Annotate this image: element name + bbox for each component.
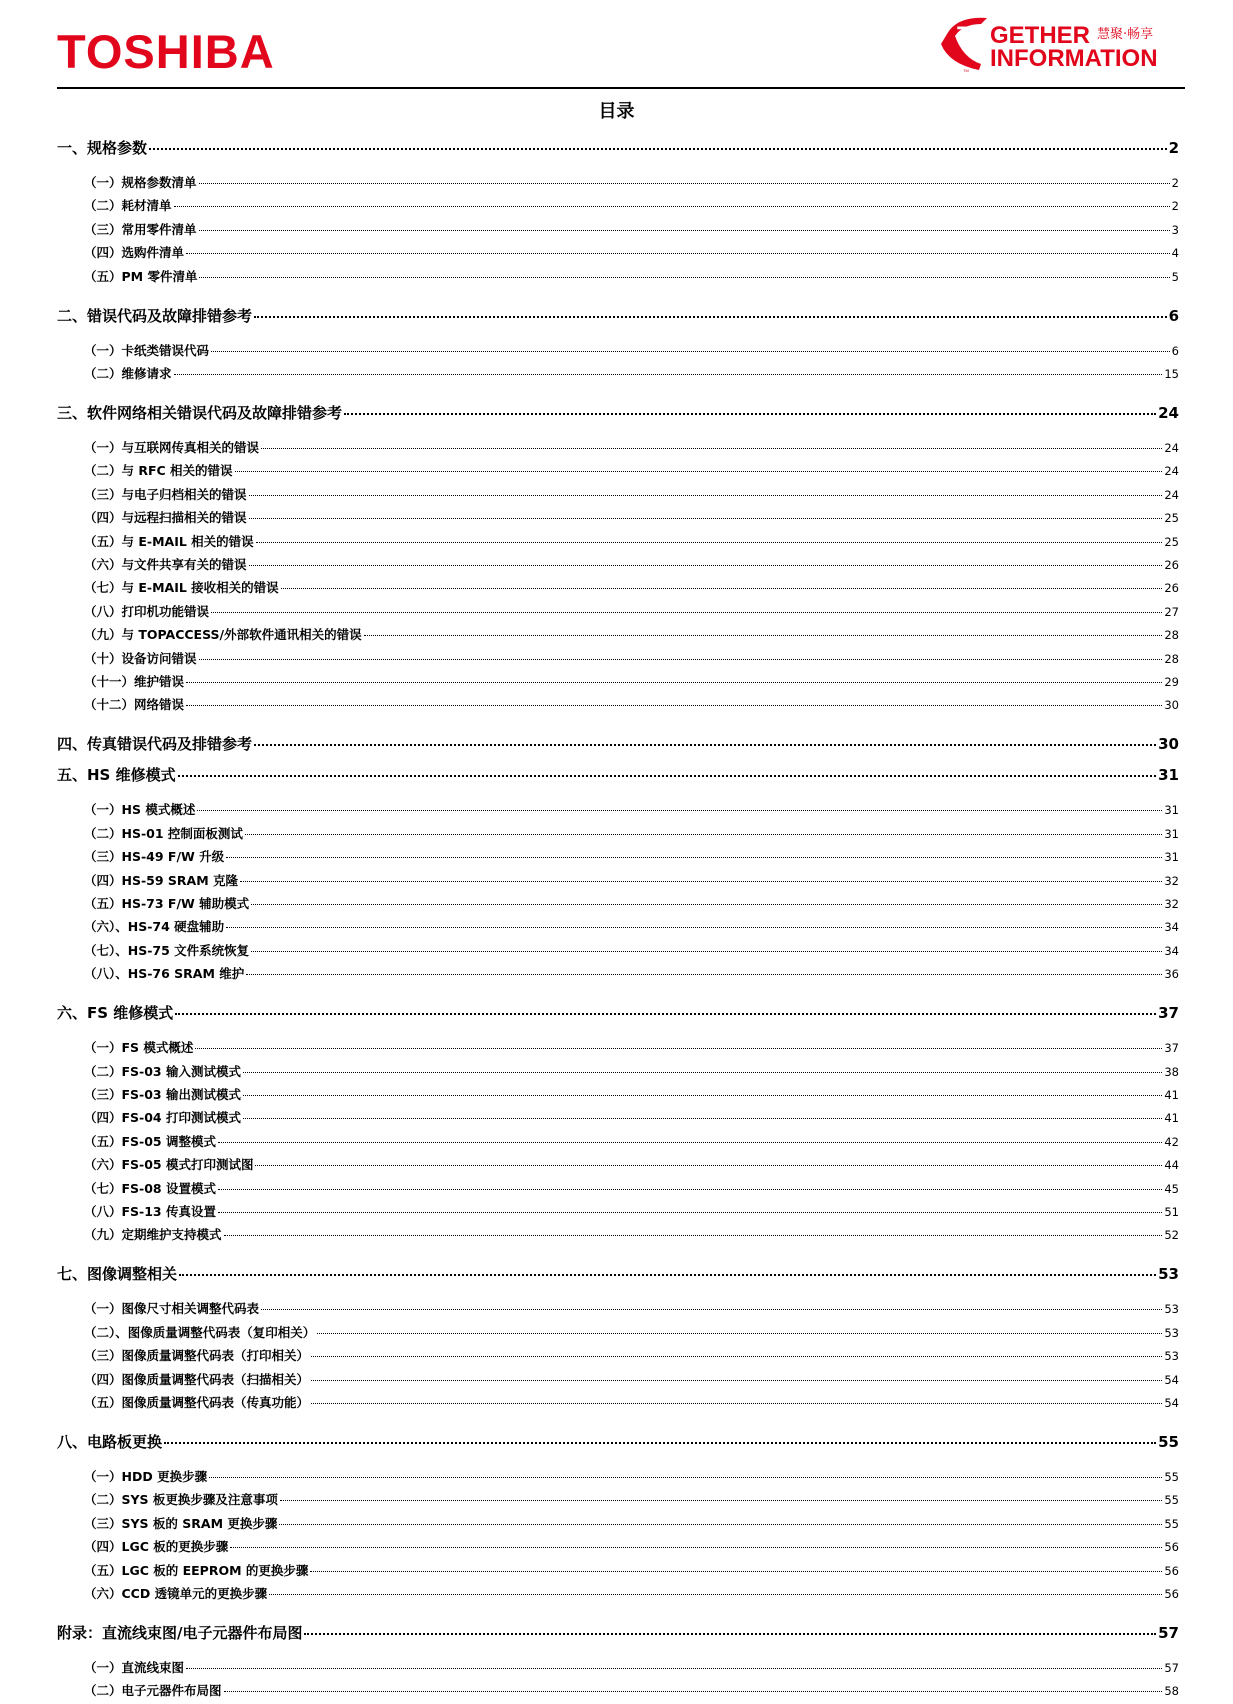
toc-item[interactable] <box>84 1323 1179 1341</box>
dot-leader <box>243 1072 1162 1073</box>
dot-leader <box>226 857 1162 858</box>
toc-item[interactable] <box>84 1346 1179 1364</box>
toc-item[interactable] <box>84 695 1179 713</box>
toc-entry-title: （一）HS 模式概述 <box>84 802 196 818</box>
toc-section[interactable] <box>57 733 1179 754</box>
toc-entry-title: （四）与远程扫描相关的错误 <box>84 510 247 526</box>
toc-item[interactable] <box>84 1393 1179 1411</box>
toc-page-number: 51 <box>1164 1205 1179 1219</box>
toc-item[interactable] <box>84 1038 1179 1056</box>
toc-entry-title: （四）FS-04 打印测试模式 <box>84 1110 241 1126</box>
dot-leader <box>230 1547 1162 1548</box>
toc-item[interactable] <box>84 1658 1179 1676</box>
toc-page-number: 45 <box>1164 1181 1179 1196</box>
toc-page-number: 27 <box>1164 604 1179 619</box>
toc-title: 目录 <box>598 101 635 122</box>
toc-entry-title: 五、HS 维修模式 <box>57 766 176 785</box>
toc-item[interactable] <box>84 438 1179 456</box>
toc-page-number: 34 <box>1164 920 1179 935</box>
toc-page-number: 24 <box>1164 441 1179 455</box>
toc-page-number: 28 <box>1164 651 1179 666</box>
toc-entry-title: （八）FS-13 传真设置 <box>84 1204 216 1219</box>
toc-page-number: 58 <box>1164 1684 1179 1699</box>
toc-entry-title: （四）图像质量调整代码表（扫描相关） <box>84 1371 310 1387</box>
toc-entry-title: （六）CCD 透镜单元的更换步骤 <box>84 1586 268 1601</box>
dot-leader <box>249 518 1163 519</box>
toc-page-number: 32 <box>1164 873 1179 888</box>
dot-leader <box>149 148 1167 150</box>
dot-leader <box>251 904 1162 905</box>
toc-page-number: 41 <box>1164 1088 1179 1102</box>
toc-page-number: 2 <box>1171 199 1179 214</box>
dot-leader <box>364 635 1163 636</box>
toc-entry-title: （十）设备访问错误 <box>84 650 197 666</box>
toc-entry-title: （三）常用零件清单 <box>84 221 197 237</box>
toc-entry-title: （二）FS-03 输入测试模式 <box>84 1063 241 1079</box>
toc-item[interactable] <box>84 917 1179 935</box>
toc-entry-title: （五）FS-05 调整模式 <box>84 1133 216 1149</box>
toc-page-number: 6 <box>1168 306 1179 325</box>
toc-item[interactable] <box>84 602 1179 620</box>
toc-item[interactable] <box>84 964 1179 982</box>
toc-item[interactable] <box>84 555 1179 573</box>
toc-page-number: 31 <box>1164 826 1179 841</box>
dot-leader <box>246 974 1162 975</box>
toc-entry-title: （六）FS-05 模式打印测试图 <box>84 1157 254 1173</box>
toc-page-number: 53 <box>1164 1325 1179 1340</box>
toc-entry-title: 三、软件网络相关错误代码及故障排错参考 <box>57 404 343 422</box>
dot-leader <box>199 230 1170 231</box>
toc-item[interactable] <box>84 1085 1179 1103</box>
toc-entry-title: （六）、HS-74 硬盘辅助 <box>84 919 225 935</box>
toc-page-number: 34 <box>1164 943 1179 958</box>
toc-item[interactable] <box>84 672 1179 690</box>
toc-entry-title: （十一）维护错误 <box>84 674 185 689</box>
toc-entry-title: （七）、HS-75 文件系统恢复 <box>84 942 250 958</box>
toc-page-number: 53 <box>1164 1302 1179 1317</box>
toc-entry-title: （一）与互联网传真相关的错误 <box>84 440 260 455</box>
dot-leader <box>235 471 1163 472</box>
toc-page-number: 55 <box>1158 1433 1179 1451</box>
dot-leader <box>186 682 1162 683</box>
toc-item[interactable] <box>84 341 1179 359</box>
toc-entry-title: 附录：直流线束图/电子元器件布局图 <box>57 1624 303 1642</box>
dot-leader <box>281 588 1163 589</box>
toc-item[interactable] <box>84 1179 1179 1197</box>
dot-leader <box>249 495 1163 496</box>
toc-entry-title: 四、传真错误代码及排错参考 <box>57 735 253 754</box>
toc-item[interactable] <box>84 1490 1179 1508</box>
toc-entry-title: 二、错误代码及故障排错参考 <box>57 306 253 325</box>
toc-item[interactable] <box>84 1561 1179 1579</box>
toc-item[interactable] <box>84 1108 1179 1126</box>
toc-entry-title: （四）HS-59 SRAM 克隆 <box>84 872 238 888</box>
dot-leader <box>311 1356 1162 1357</box>
dot-leader <box>164 1442 1156 1444</box>
toc-section[interactable] <box>57 1622 1179 1643</box>
toc-page-number: 30 <box>1158 735 1179 754</box>
toc-section[interactable] <box>57 1431 1179 1452</box>
dot-leader <box>280 1500 1162 1501</box>
toc-item[interactable] <box>84 941 1179 959</box>
toc-page-number: 44 <box>1164 1158 1179 1173</box>
toc-page-number: 3 <box>1171 222 1179 237</box>
toc-item[interactable] <box>84 871 1179 889</box>
dot-leader <box>256 542 1163 543</box>
toc-page-number: 26 <box>1164 558 1179 572</box>
toc-item[interactable] <box>84 1155 1179 1173</box>
toc-entry-title: （九）定期维护支持模式 <box>84 1227 222 1243</box>
toc-item[interactable] <box>84 485 1179 503</box>
toc-page-number: 56 <box>1164 1587 1179 1601</box>
toc-entry-title: （一）FS 模式概述 <box>84 1040 194 1056</box>
dot-leader <box>310 1571 1162 1572</box>
toc-entry-title: （四）选购件清单 <box>84 245 185 261</box>
toc-item[interactable] <box>84 1584 1179 1602</box>
toc-entry-title: （一）卡纸类错误代码 <box>84 342 210 358</box>
toc-entry-title: （一）规格参数清单 <box>84 175 197 190</box>
dot-leader <box>218 1142 1162 1143</box>
dot-leader <box>211 351 1170 352</box>
dot-leader <box>195 1048 1162 1049</box>
toc-section[interactable] <box>57 764 1179 785</box>
dot-leader <box>304 1633 1156 1635</box>
toc-entry-title: （一）直流线束图 <box>84 1660 185 1675</box>
dot-leader <box>174 374 1163 375</box>
toc-entry-title: （九）与 TOPACCESS/外部软件通讯相关的错误 <box>84 627 362 643</box>
toc-page-number: 54 <box>1164 1372 1179 1387</box>
toc-item[interactable] <box>84 461 1179 479</box>
toc-item[interactable] <box>84 824 1179 842</box>
toc-entry-title: （二）耗材清单 <box>84 198 172 214</box>
toshiba-logo: TOSHIBA <box>57 25 275 78</box>
dot-leader <box>311 1380 1162 1381</box>
toc-page-number: 52 <box>1164 1228 1179 1243</box>
toc-entry-title: （一）图像尺寸相关调整代码表 <box>84 1301 260 1317</box>
dot-leader <box>179 1274 1156 1276</box>
dot-leader <box>199 659 1163 660</box>
toc-item[interactable] <box>84 243 1179 261</box>
toc-section[interactable] <box>57 1263 1179 1284</box>
toc-page-number: 38 <box>1164 1064 1179 1079</box>
toc-page-number: 6 <box>1171 343 1179 358</box>
toc-page-number: 57 <box>1158 1624 1179 1642</box>
toc-item[interactable] <box>84 532 1179 550</box>
svg-text:TM: TM <box>963 68 969 73</box>
dot-leader <box>178 775 1157 777</box>
dot-leader <box>254 316 1167 318</box>
dot-leader <box>226 927 1162 928</box>
toc-entry-title: （三）SYS 板的 SRAM 更换步骤 <box>84 1515 278 1531</box>
toc-entry-title: （五）与 E-MAIL 相关的错误 <box>84 533 254 549</box>
toc-item[interactable] <box>84 1132 1179 1150</box>
toc-page-number: 41 <box>1164 1111 1179 1126</box>
toc-item[interactable] <box>84 649 1179 667</box>
toc-item[interactable] <box>84 1202 1179 1220</box>
toc-entry-title: （七）FS-08 设置模式 <box>84 1180 216 1196</box>
toc-entry-title: 六、FS 维修模式 <box>57 1004 174 1023</box>
toc-entry-title: （五）图像质量调整代码表（传真功能） <box>84 1395 310 1410</box>
dot-leader <box>255 1165 1162 1166</box>
dot-leader <box>279 1524 1162 1525</box>
dot-leader <box>251 951 1162 952</box>
dot-leader <box>186 705 1162 706</box>
toc-page-number: 31 <box>1164 803 1179 818</box>
toc-entry-title: （二）电子元器件布局图 <box>84 1683 222 1699</box>
toc-entry-title: （二）、图像质量调整代码表（复印相关） <box>84 1324 316 1340</box>
dot-leader <box>174 206 1170 207</box>
toc-entry-title: （八）、HS-76 SRAM 维护 <box>84 966 245 982</box>
dot-leader <box>240 881 1162 882</box>
toc-page-number: 24 <box>1164 464 1179 479</box>
toc-entry-title: （五）HS-73 F/W 辅助模式 <box>84 896 250 911</box>
dot-leader <box>317 1333 1162 1334</box>
dot-leader <box>261 1309 1162 1310</box>
dot-leader <box>249 565 1163 566</box>
dot-leader <box>344 413 1156 415</box>
dot-leader <box>254 744 1156 746</box>
toc-item[interactable] <box>84 1681 1179 1699</box>
toc-page-number: 53 <box>1164 1349 1179 1364</box>
toc-item[interactable] <box>84 173 1179 191</box>
dot-leader <box>243 1095 1162 1096</box>
toc-page-number: 56 <box>1164 1563 1179 1578</box>
svg-text:INFORMATION: INFORMATION <box>990 45 1158 72</box>
toc-item[interactable] <box>84 894 1179 912</box>
toc-page-number: 2 <box>1171 176 1179 190</box>
toc-entry-title: （四）LGC 板的更换步骤 <box>84 1539 229 1555</box>
toc-page-number: 32 <box>1164 897 1179 911</box>
toc-entry-title: （三）HS-49 F/W 升级 <box>84 849 225 865</box>
toc-page-number: 24 <box>1164 487 1179 502</box>
toc-item[interactable] <box>84 1225 1179 1243</box>
toc-page-number: 37 <box>1164 1041 1179 1056</box>
toc-item[interactable] <box>84 847 1179 865</box>
toc-item[interactable] <box>84 1537 1179 1555</box>
toc-page-number: 5 <box>1171 269 1179 284</box>
toc-entry-title: （二）SYS 板更换步骤及注意事项 <box>84 1492 278 1508</box>
toc-page-number: 55 <box>1164 1470 1179 1484</box>
dot-leader <box>245 834 1162 835</box>
toc-item[interactable] <box>84 1514 1179 1532</box>
dot-leader <box>199 183 1170 184</box>
toc-page-number: 31 <box>1158 766 1179 785</box>
dot-leader <box>269 1594 1162 1595</box>
toc-item[interactable] <box>84 267 1179 285</box>
toc-item[interactable] <box>84 1299 1179 1317</box>
toc-page-number: 26 <box>1164 581 1179 596</box>
toc-page-number: 53 <box>1158 1265 1179 1284</box>
dot-leader <box>197 810 1162 811</box>
toc-entry-title: 八、电路板更换 <box>57 1433 163 1451</box>
toc-section[interactable] <box>57 305 1179 326</box>
dot-leader <box>186 1668 1162 1669</box>
toc-entry-title: （二）HS-01 控制面板测试 <box>84 825 243 841</box>
svg-text:TO: TO <box>957 22 990 49</box>
toc-entry-title: 一、规格参数 <box>57 139 148 157</box>
toc-page-number: 36 <box>1164 967 1179 982</box>
toc-item[interactable] <box>84 1467 1179 1485</box>
toc-item[interactable] <box>84 508 1179 526</box>
toc-page-number: 37 <box>1158 1004 1179 1023</box>
dot-leader <box>261 448 1162 449</box>
svg-text:GETHER: GETHER <box>990 22 1091 49</box>
toc-entry-title: （六）与文件共享有关的错误 <box>84 557 247 572</box>
toc-item[interactable] <box>84 220 1179 238</box>
toc-page-number: 57 <box>1164 1661 1179 1675</box>
toc-entry-title: （七）与 E-MAIL 接收相关的错误 <box>84 580 279 596</box>
toc-section[interactable] <box>57 137 1179 158</box>
toc-section[interactable] <box>57 402 1179 423</box>
dot-leader <box>218 1212 1162 1213</box>
toc-page-number: 28 <box>1164 628 1179 643</box>
toc-item[interactable] <box>84 625 1179 643</box>
svg-text:慧聚·畅享: 慧聚·畅享 <box>1097 27 1154 42</box>
toc-page-number: 25 <box>1164 534 1179 549</box>
dot-leader <box>211 612 1162 613</box>
toc-page-number: 25 <box>1164 511 1179 526</box>
toc-page-number: 29 <box>1164 675 1179 689</box>
toc-page-number: 42 <box>1164 1134 1179 1149</box>
toc-entry-title: （二）与 RFC 相关的错误 <box>84 463 233 479</box>
dot-leader <box>175 1013 1156 1015</box>
toc-item[interactable] <box>84 1370 1179 1388</box>
toc-page-number: 31 <box>1164 850 1179 865</box>
dot-leader <box>224 1235 1163 1236</box>
toc-entry-title: （二）维修请求 <box>84 366 172 381</box>
toc-entry-title: （一）HDD 更换步骤 <box>84 1469 208 1484</box>
toc-page-number: 15 <box>1164 367 1179 381</box>
toc-item[interactable] <box>84 800 1179 818</box>
dot-leader <box>186 253 1170 254</box>
toc-entry-title: （三）FS-03 输出测试模式 <box>84 1087 241 1102</box>
toc-entry-title: （五）PM 零件清单 <box>84 268 198 284</box>
dot-leader <box>224 1691 1163 1692</box>
toc-page-number: 24 <box>1158 404 1179 422</box>
toc-entry-title: （三）与电子归档相关的错误 <box>84 486 247 502</box>
toc-page-number: 2 <box>1168 139 1179 157</box>
toc-page-number: 4 <box>1171 246 1179 261</box>
toc-item[interactable] <box>84 578 1179 596</box>
dot-leader <box>243 1118 1162 1119</box>
dot-leader <box>218 1189 1162 1190</box>
toc-page-number: 54 <box>1164 1396 1179 1410</box>
toc-page-number: 56 <box>1164 1540 1179 1555</box>
toc-page-number: 30 <box>1164 698 1179 713</box>
toc-item[interactable] <box>84 364 1179 382</box>
toc-entry-title: （八）打印机功能错误 <box>84 603 210 619</box>
dot-leader <box>311 1403 1162 1404</box>
toc-page-number: 55 <box>1164 1493 1179 1508</box>
toc-entry-title: 七、图像调整相关 <box>57 1265 178 1284</box>
toc-entry-title: （五）LGC 板的 EEPROM 的更换步骤 <box>84 1562 309 1578</box>
toc-entry-title: （十二）网络错误 <box>84 697 185 713</box>
toc-item[interactable] <box>84 196 1179 214</box>
dot-leader <box>209 1477 1162 1478</box>
toc-page-number: 55 <box>1164 1516 1179 1531</box>
toc-section[interactable] <box>57 1002 1179 1023</box>
dot-leader <box>199 277 1169 278</box>
toc-item[interactable] <box>84 1062 1179 1080</box>
toc-entry-title: （三）图像质量调整代码表（打印相关） <box>84 1348 310 1364</box>
